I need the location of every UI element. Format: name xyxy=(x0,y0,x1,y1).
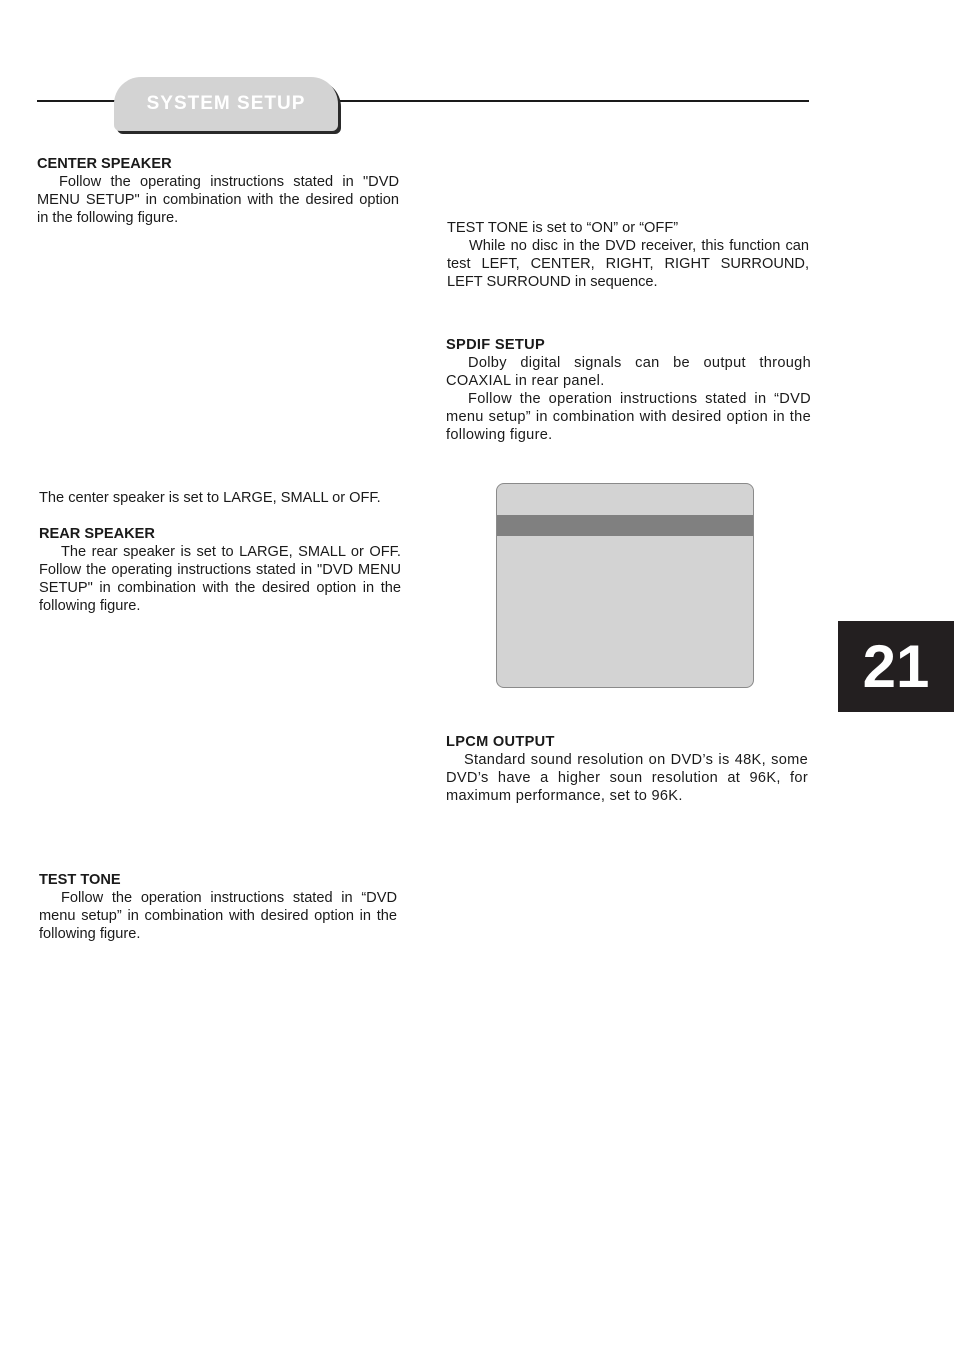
section-title-tab xyxy=(114,77,338,131)
test-tone-heading: TEST TONE xyxy=(39,872,121,888)
spdif-setup-body-2: Follow the operation instructions stated in “DVD menu setup” in combination with desired option in the following figure. xyxy=(446,391,811,443)
lpcm-output-heading: LPCM OUTPUT xyxy=(446,734,555,750)
lpcm-output-body: Standard sound resolution on DVD’s is 48K, some DVD’s have a higher soun resolution at 96K, for maximum performance, set to 96K. xyxy=(446,752,808,804)
page-number-tab xyxy=(838,621,954,712)
center-speaker-section xyxy=(37,155,399,227)
spdif-menu-figure xyxy=(496,483,754,688)
center-speaker-heading: CENTER SPEAKER xyxy=(37,156,172,172)
section-title: SYSTEM SETUP xyxy=(146,93,306,114)
header-rule-right xyxy=(338,100,809,102)
test-tone-body: Follow the operation instructions stated in “DVD menu setup” in combination with desired option in the following figure. xyxy=(39,890,397,942)
spdif-setup-body-1: Dolby digital signals can be output through COAXIAL in rear panel. xyxy=(446,355,811,389)
menu-highlight-bar xyxy=(497,515,753,536)
rear-speaker-body: The rear speaker is set to LARGE, SMALL or OFF. Follow the operating instructions stated in "DVD MENU SETUP" in combination with the desired option in the following figure. xyxy=(39,544,401,614)
rear-speaker-section xyxy=(39,525,401,615)
spdif-setup-section xyxy=(446,336,811,444)
center-speaker-body: Follow the operating instructions stated in "DVD MENU SETUP" in combination with the desired option in the following figure. xyxy=(37,174,399,226)
page-number: 21 xyxy=(862,633,930,700)
center-speaker-note-block xyxy=(39,489,419,507)
test-tone-section xyxy=(39,871,397,943)
test-tone-detail xyxy=(447,219,809,291)
lpcm-output-section xyxy=(446,733,808,805)
header-rule-left xyxy=(37,100,117,102)
test-tone-setting-line: TEST TONE is set to “ON” or “OFF” xyxy=(447,220,679,236)
rear-speaker-heading: REAR SPEAKER xyxy=(39,526,155,542)
center-speaker-note: The center speaker is set to LARGE, SMALL or OFF. xyxy=(39,490,381,506)
test-tone-description: While no disc in the DVD receiver, this function can test LEFT, CENTER, RIGHT, RIGHT SURROUND, LEFT SURROUND in sequence. xyxy=(447,238,809,290)
spdif-setup-heading: SPDIF SETUP xyxy=(446,337,545,353)
